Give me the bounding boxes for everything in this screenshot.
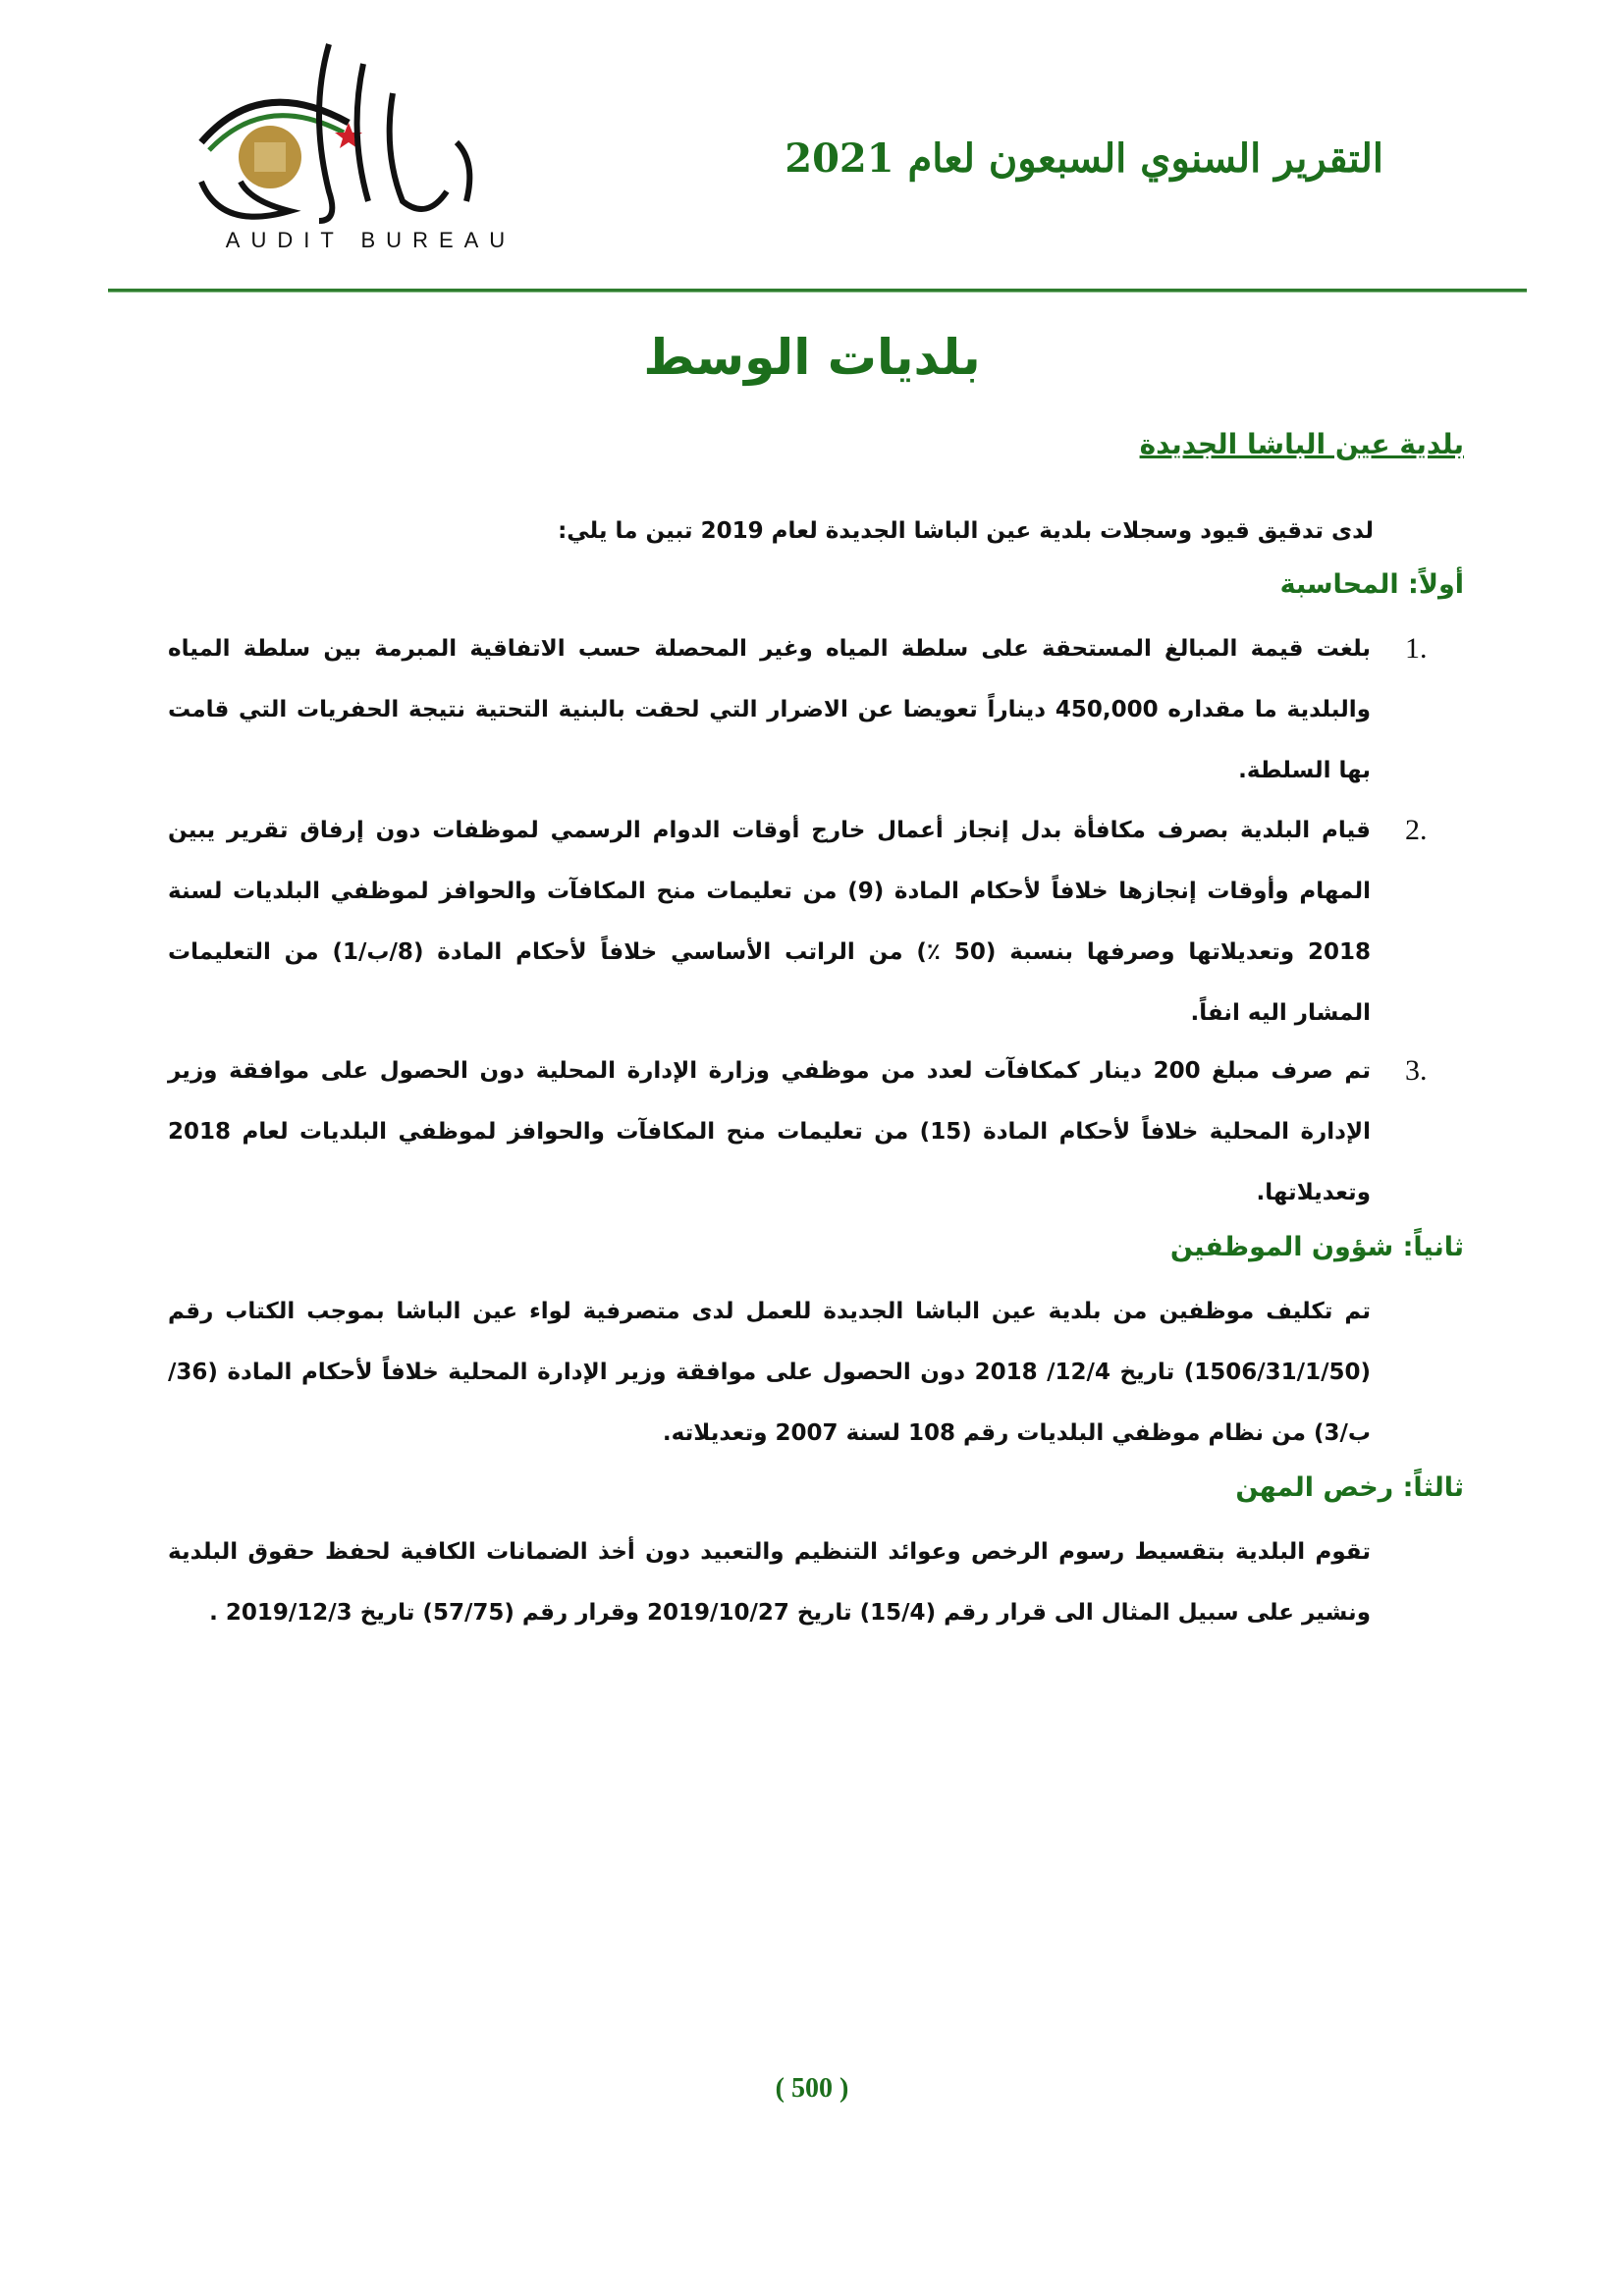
- logo-text: AUDIT BUREAU: [225, 228, 516, 252]
- report-title: التقرير السنوي السبعون لعام 2021: [785, 135, 1383, 182]
- staff-paragraph: تم تكليف موظفين من بلدية عين الباشا الجديدة للعمل لدى متصرفية لواء عين الباشا بموجب الكتاب رقم (1506/31/1/50) تاريخ 12/4/ 2018 دون الحصول على موافقة وزير الإدارة المحلية خلافاً لأحكام المادة (36/ب/3) من نظام موظفي البلديات رقم 108 لسنة 2007 وتعديلاته.: [168, 1299, 1371, 1446]
- municipality-heading: بلدية عين الباشا الجديدة: [1139, 428, 1464, 460]
- audit-bureau-logo: [182, 34, 555, 260]
- page-heading: بلديات الوسط: [643, 329, 981, 386]
- header-divider: [108, 289, 1527, 293]
- section-title-accounting: أولاً: المحاسبة: [1279, 569, 1464, 600]
- item-number: 1.: [1405, 632, 1428, 665]
- item-text: تم صرف مبلغ 200 دينار كمكافآت لعدد من موظفي وزارة الإدارة المحلية دون الحصول على موافقة وزير الإدارة المحلية خلافاً لأحكام المادة (15) من تعليمات منح المكافآت والحوافز لموظفي البلديات لعام 2018 وتعديلاتها.: [168, 1058, 1371, 1205]
- page-number: ( 500 ): [775, 2073, 849, 2104]
- section-title-licenses: ثالثاً: رخص المهن: [1235, 1472, 1464, 1503]
- item-number: 2.: [1405, 814, 1428, 846]
- intro-text: لدى تدقيق قيود وسجلات بلدية عين الباشا الجديدة لعام 2019 تبين ما يلي:: [558, 518, 1374, 544]
- item-text: قيام البلدية بصرف مكافأة بدل إنجاز أعمال خارج أوقات الدوام الرسمي لموظفات دون إرفاق تقرير يبين المهام وأوقات إنجازها خلافاً لأحكام المادة (9) من تعليمات منح المكافآت والحوافز لموظفي البلديات لسنة 2018 وتعديلاتها وصرفها بنسبة (50 ٪) من الراتب الأساسي خلافاً لأحكام المادة (8/ب/1) من التعليمات المشار اليه انفاً.: [168, 818, 1371, 1026]
- item-text: بلغت قيمة المبالغ المستحقة على سلطة المياه وغير المحصلة حسب الاتفاقية المبرمة بين سلطة المياه والبلدية ما مقداره 450,000 ديناراً تعويضا عن الاضرار التي لحقت بالبنية التحتية نتيجة الحفريات التي قامت بها السلطة.: [168, 636, 1371, 783]
- item-number: 3.: [1405, 1054, 1428, 1087]
- licenses-paragraph: تقوم البلدية بتقسيط رسوم الرخص وعوائد التنظيم والتعبيد دون أخذ الضمانات الكافية لحفظ حقوق البلدية ونشير على سبيل المثال الى قرار رقم (15/4) تاريخ 2019/10/27 وقرار رقم (57/75) تاريخ 2019/12/3 .: [168, 1539, 1371, 1626]
- section-title-staff: ثانياً: شؤون الموظفين: [1169, 1232, 1464, 1262]
